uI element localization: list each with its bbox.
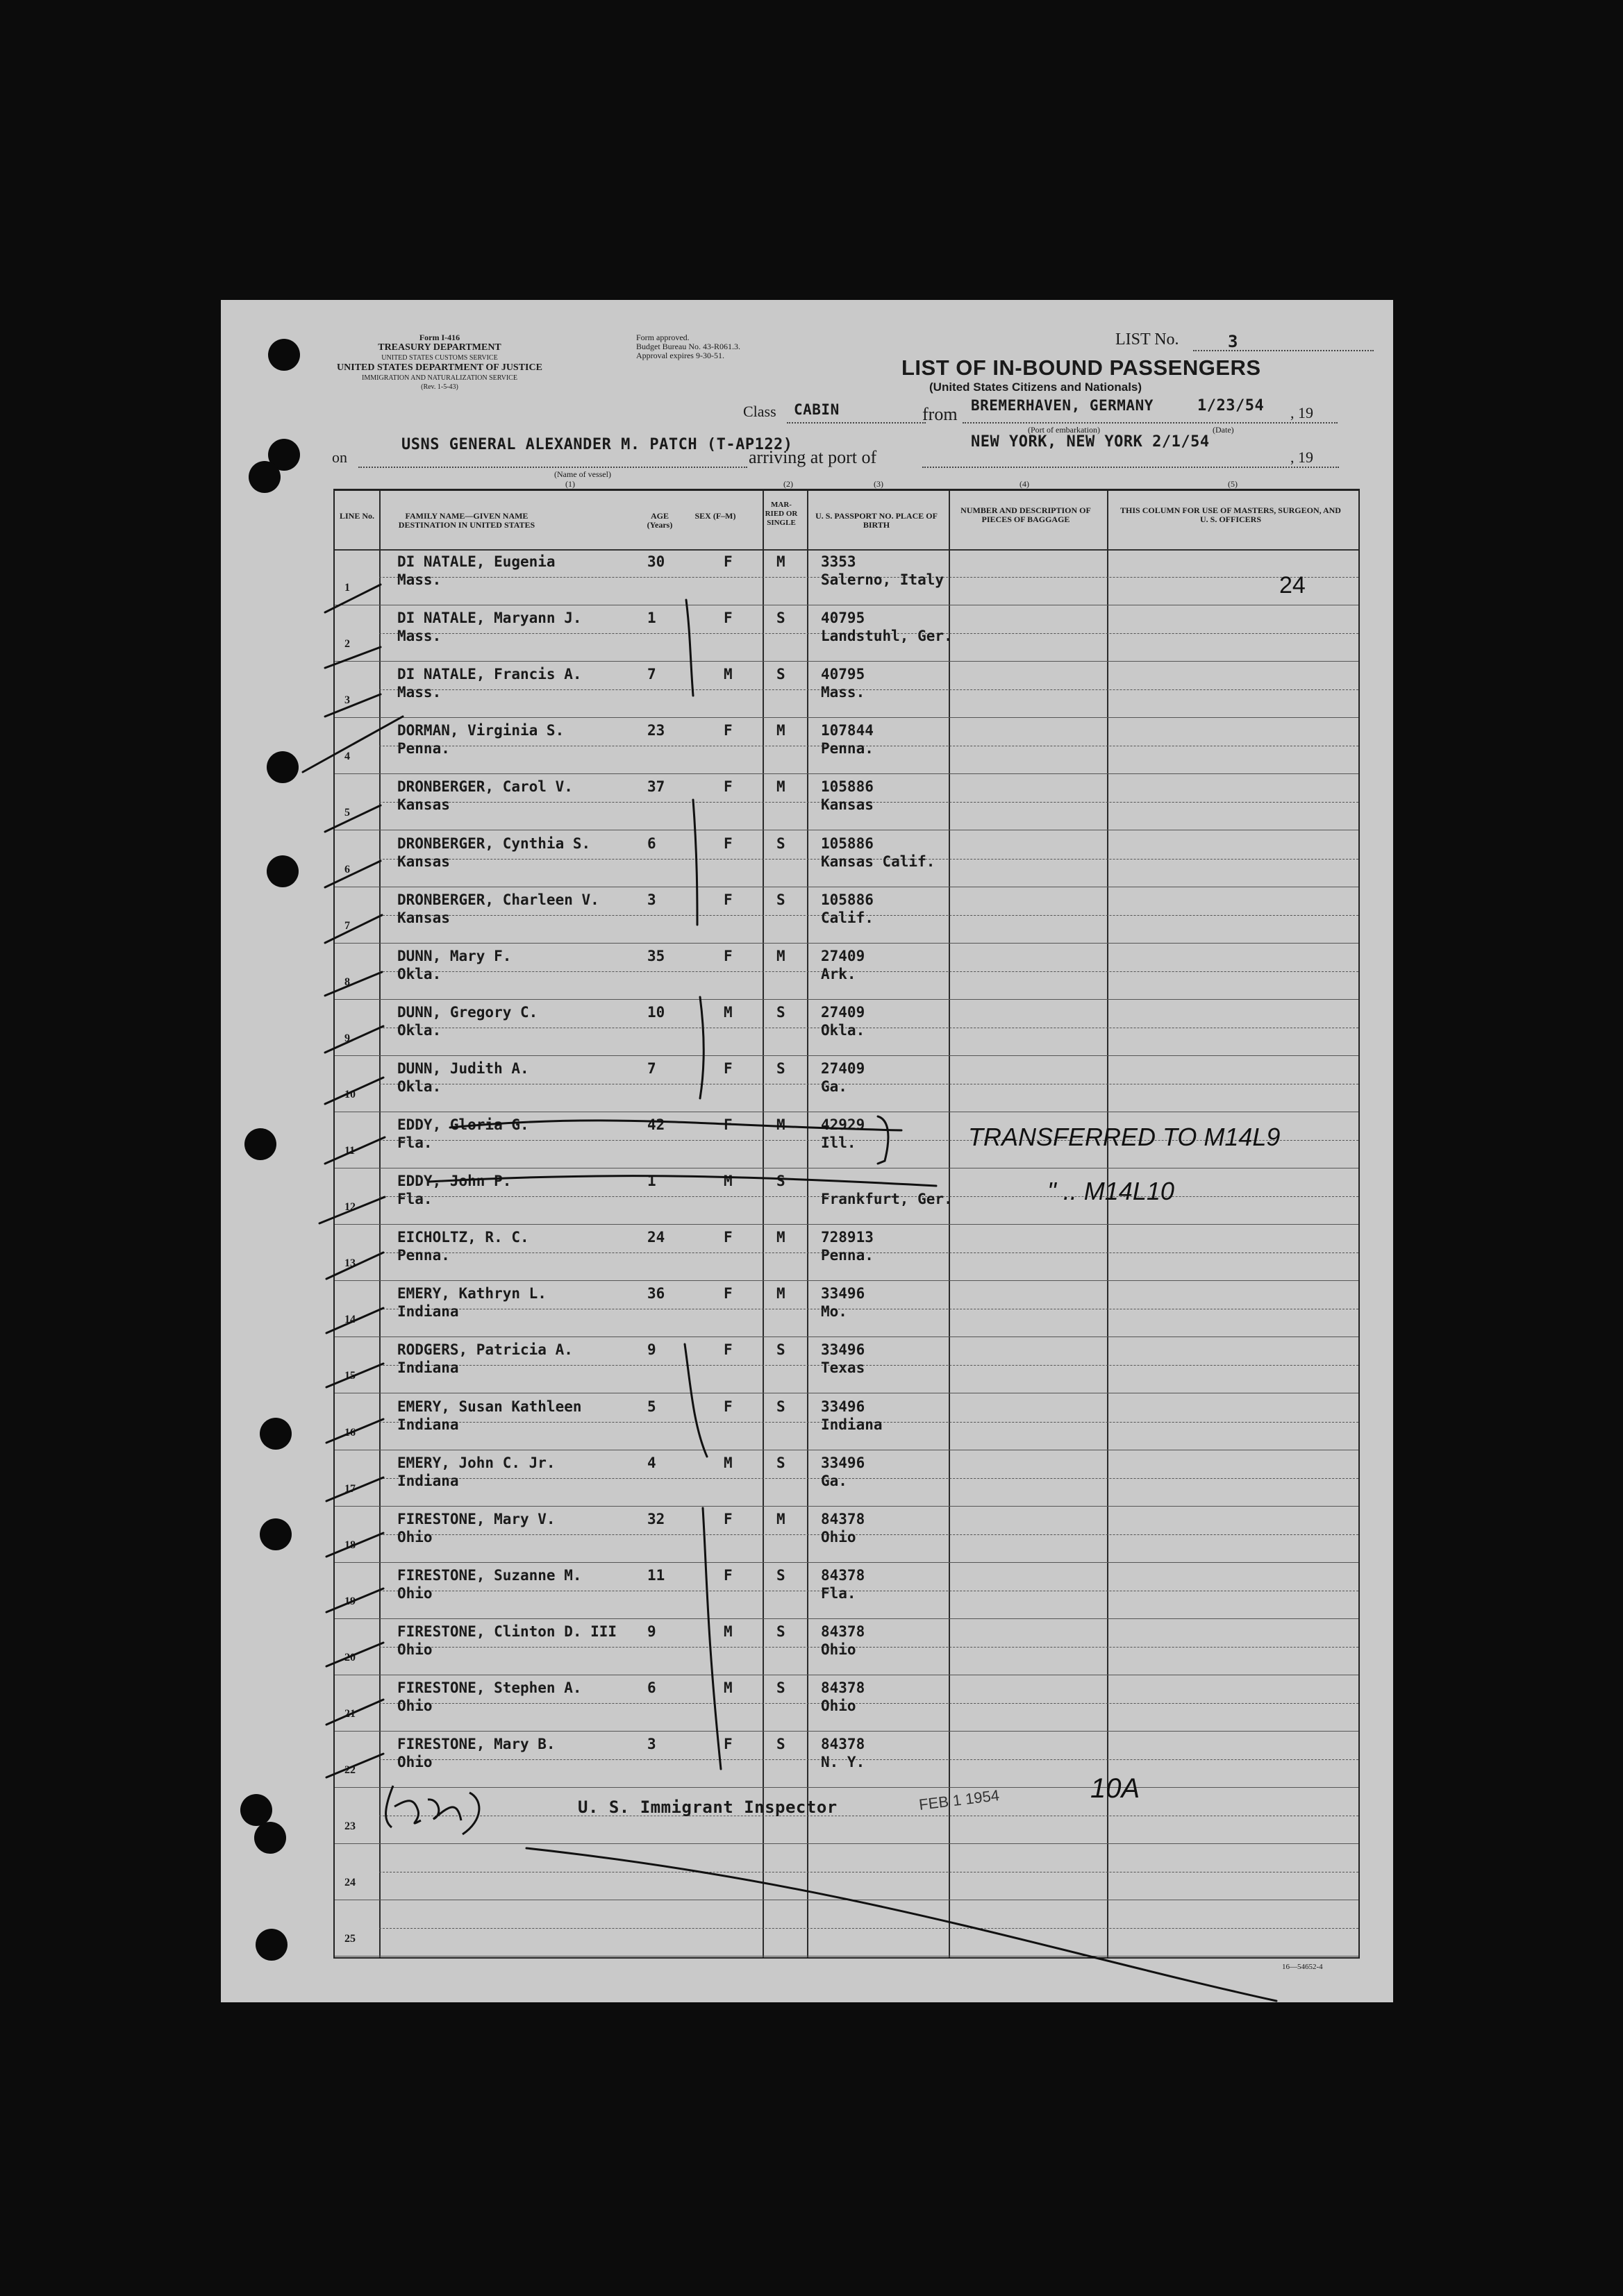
line-number: 16 xyxy=(344,1426,356,1439)
passenger-name: DUNN, Mary F. xyxy=(397,947,512,964)
destination: Kansas xyxy=(397,909,450,926)
passport-no: 84378 xyxy=(821,1679,865,1696)
line-number: 1 xyxy=(344,582,350,594)
line-number: 25 xyxy=(344,1933,356,1945)
col-header-officers: THIS COLUMN FOR USE OF MASTERS, SURGEON, AND U. S. OFFICERS xyxy=(1120,505,1341,524)
destination: Indiana xyxy=(397,1359,459,1377)
passenger-name: DORMAN, Virginia S. xyxy=(397,722,565,739)
age: 23 xyxy=(647,722,665,739)
destination: Penna. xyxy=(397,1247,450,1264)
line-number: 12 xyxy=(344,1201,356,1214)
sex: F xyxy=(724,891,733,908)
approval-line-3: Approval expires 9-30-51. xyxy=(636,351,724,360)
marital-status: S xyxy=(776,1454,785,1471)
line-number: 6 xyxy=(344,863,350,875)
revision: (Rev. 1-5-43) xyxy=(421,383,458,391)
line-number: 23 xyxy=(344,1820,356,1833)
line-number: 13 xyxy=(344,1257,356,1270)
passenger-name: DRONBERGER, Cynthia S. xyxy=(397,835,591,852)
passport-no: 84378 xyxy=(821,1566,865,1584)
sex: F xyxy=(724,610,733,627)
age: 10 xyxy=(647,1003,665,1021)
line-number: 20 xyxy=(344,1651,356,1664)
passport-no: 105886 xyxy=(821,891,874,908)
marital-status: S xyxy=(776,1566,785,1584)
sex: F xyxy=(724,1229,733,1246)
page-title: LIST OF IN-BOUND PASSENGERS xyxy=(901,355,1261,380)
stamp-date: FEB 1 1954 xyxy=(917,1786,1001,1813)
sex: M xyxy=(724,1173,733,1190)
place-of-birth: Kansas xyxy=(821,796,874,814)
sex: F xyxy=(724,1116,733,1133)
age: 3 xyxy=(647,891,656,908)
place-of-birth: Frankfurt, Ger. xyxy=(821,1191,953,1208)
place-of-birth: N. Y. xyxy=(821,1754,865,1771)
inspector-label: U. S. Immigrant Inspector xyxy=(578,1798,838,1817)
from-label: from xyxy=(922,404,958,424)
passport-no: 27409 xyxy=(821,1003,865,1021)
age: 7 xyxy=(647,1059,656,1077)
vessel-name: USNS GENERAL ALEXANDER M. PATCH (T-AP122) xyxy=(401,436,793,453)
place-of-birth: Indiana xyxy=(821,1416,883,1433)
col-header-name: FAMILY NAME—GIVEN NAME DESTINATION IN UNITED STATES xyxy=(398,511,535,530)
destination: Mass. xyxy=(397,571,442,588)
ins-service: IMMIGRATION AND NATURALIZATION SERVICE xyxy=(362,374,517,382)
marital-status: M xyxy=(776,947,785,964)
marital-status: S xyxy=(776,1736,785,1753)
sex: F xyxy=(724,1736,733,1753)
age: 24 xyxy=(647,1229,665,1246)
passenger-name: DI NATALE, Eugenia xyxy=(397,553,556,570)
destination: Fla. xyxy=(397,1134,433,1151)
destination: Indiana xyxy=(397,1303,459,1321)
passenger-name: DI NATALE, Maryann J. xyxy=(397,610,582,627)
age: 6 xyxy=(647,835,656,852)
passenger-name: RODGERS, Patricia A. xyxy=(397,1341,573,1359)
passenger-name: EDDY, John P. xyxy=(397,1173,512,1190)
age: 32 xyxy=(647,1510,665,1527)
passport-no: 105886 xyxy=(821,778,874,796)
marital-status: S xyxy=(776,1341,785,1359)
destination: Ohio xyxy=(397,1528,433,1545)
marital-status: M xyxy=(776,1116,785,1133)
line-number: 17 xyxy=(344,1482,356,1495)
place-of-birth: Calif. xyxy=(821,909,874,926)
destination: Indiana xyxy=(397,1416,459,1433)
col-number: (5) xyxy=(1228,479,1238,489)
destination: Mass. xyxy=(397,628,442,645)
arrival-port: NEW YORK, NEW YORK 2/1/54 xyxy=(971,433,1210,451)
passport-no: 40795 xyxy=(821,610,865,627)
passport-no: 84378 xyxy=(821,1623,865,1640)
age: 3 xyxy=(647,1736,656,1753)
passport-no: 27409 xyxy=(821,947,865,964)
sex: F xyxy=(724,1059,733,1077)
passport-no: 42929 xyxy=(821,1116,865,1133)
col-number: (4) xyxy=(1019,479,1029,489)
col-header-sex: SEX (F–M) xyxy=(694,511,736,521)
marital-status: S xyxy=(776,891,785,908)
line-number: 10 xyxy=(344,1088,356,1100)
passenger-name: FIRESTONE, Suzanne M. xyxy=(397,1566,582,1584)
sex: F xyxy=(724,1510,733,1527)
destination: Okla. xyxy=(397,1078,442,1095)
marital-status: S xyxy=(776,610,785,627)
marital-status: M xyxy=(776,722,785,739)
place-of-birth: Salerno, Italy xyxy=(821,571,944,588)
line-number: 21 xyxy=(344,1708,356,1720)
age: 35 xyxy=(647,947,665,964)
line-number: 5 xyxy=(344,807,350,819)
class-label: Class xyxy=(743,403,776,420)
marital-status: S xyxy=(776,666,785,683)
passenger-name: EMERY, John C. Jr. xyxy=(397,1454,556,1471)
age: 7 xyxy=(647,666,656,683)
from-date: 1/23/54 xyxy=(1197,397,1265,414)
passport-no: 40795 xyxy=(821,666,865,683)
class-value: CABIN xyxy=(794,401,840,418)
marital-status: S xyxy=(776,1623,785,1640)
marital-status: M xyxy=(776,553,785,570)
passenger-name: DRONBERGER, Charleen V. xyxy=(397,891,599,908)
destination: Ohio xyxy=(397,1754,433,1771)
age: 37 xyxy=(647,778,665,796)
col-header-age: AGE (Years) xyxy=(647,511,673,530)
handwritten-code: 10A xyxy=(1090,1773,1140,1804)
justice-dept: UNITED STATES DEPARTMENT OF JUSTICE xyxy=(337,362,542,373)
marital-status: M xyxy=(776,1285,785,1302)
marital-status: M xyxy=(776,778,785,796)
vessel-caption: (Name of vessel) xyxy=(554,469,611,479)
age: 1 xyxy=(647,1173,656,1190)
place-of-birth: Landstuhl, Ger. xyxy=(821,628,953,645)
age: 30 xyxy=(647,553,665,570)
age: 9 xyxy=(647,1623,656,1640)
age: 4 xyxy=(647,1454,656,1471)
place-of-birth: Ga. xyxy=(821,1472,847,1489)
list-no-label: LIST No. xyxy=(1115,330,1179,349)
destination: Fla. xyxy=(397,1191,433,1208)
destination: Okla. xyxy=(397,1021,442,1039)
passenger-name: DI NATALE, Francis A. xyxy=(397,666,582,683)
age: 9 xyxy=(647,1341,656,1359)
sex: M xyxy=(724,666,733,683)
sex: F xyxy=(724,778,733,796)
passport-no: 33496 xyxy=(821,1454,865,1471)
destination: Mass. xyxy=(397,684,442,701)
destination: Ohio xyxy=(397,1698,433,1714)
passenger-name: FIRESTONE, Stephen A. xyxy=(397,1679,582,1696)
passenger-name: EMERY, Kathryn L. xyxy=(397,1285,547,1302)
line-number: 7 xyxy=(344,919,350,932)
passenger-name: FIRESTONE, Clinton D. III xyxy=(397,1623,617,1640)
destination: Penna. xyxy=(397,740,450,757)
place-of-birth: Okla. xyxy=(821,1021,865,1039)
sex: M xyxy=(724,1454,733,1471)
passenger-name: EDDY, Gloria G. xyxy=(397,1116,529,1133)
line-number: 2 xyxy=(344,638,350,651)
sex: M xyxy=(724,1679,733,1696)
sex: F xyxy=(724,1566,733,1584)
place-of-birth: Mo. xyxy=(821,1303,847,1321)
sex: M xyxy=(724,1623,733,1640)
line-number: 3 xyxy=(344,694,350,707)
place-of-birth: Ark. xyxy=(821,965,856,982)
destination: Ohio xyxy=(397,1584,433,1602)
line-number: 4 xyxy=(344,751,350,763)
passport-no: 27409 xyxy=(821,1059,865,1077)
col-number: (1) xyxy=(565,479,575,489)
marital-status: S xyxy=(776,835,785,852)
list-no-value: 3 xyxy=(1228,332,1238,351)
sex: M xyxy=(724,1003,733,1021)
col-header-passport: U. S. PASSPORT NO. PLACE OF BIRTH xyxy=(815,511,938,530)
passenger-name: EMERY, Susan Kathleen xyxy=(397,1398,582,1415)
line-number: 11 xyxy=(344,1145,356,1157)
passport-no: 3353 xyxy=(821,553,856,570)
line-number: 22 xyxy=(344,1764,356,1777)
col-header-marital: MAR-RIED OR SINGLE xyxy=(765,501,798,527)
marital-status: S xyxy=(776,1003,785,1021)
sex: F xyxy=(724,1285,733,1302)
marital-status: S xyxy=(776,1679,785,1696)
passport-no: 728913 xyxy=(821,1229,874,1246)
place-of-birth: Texas xyxy=(821,1359,865,1377)
destination: Ohio xyxy=(397,1641,433,1658)
age: 1 xyxy=(647,610,656,627)
destination: Kansas xyxy=(397,853,450,870)
line-number: 19 xyxy=(344,1595,356,1607)
year-suffix-2: , 19 xyxy=(1290,449,1313,466)
passenger-name: EICHOLTZ, R. C. xyxy=(397,1229,529,1246)
approval-line-1: Form approved. xyxy=(636,333,690,342)
sex: F xyxy=(724,1398,733,1415)
transfer-note-2: " .. M14L10 xyxy=(1047,1177,1174,1205)
manifest-page xyxy=(221,300,1393,2002)
place-of-birth: Ohio xyxy=(821,1698,856,1714)
place-of-birth: Penna. xyxy=(821,740,874,757)
treasury-dept: TREASURY DEPARTMENT xyxy=(378,342,501,353)
age: 6 xyxy=(647,1679,656,1696)
place-of-birth: Ohio xyxy=(821,1641,856,1658)
arriving-label: arriving at port of xyxy=(749,447,877,467)
passenger-name: DRONBERGER, Carol V. xyxy=(397,778,573,796)
passenger-name: FIRESTONE, Mary B. xyxy=(397,1736,556,1753)
col-number: (3) xyxy=(874,479,883,489)
age: 36 xyxy=(647,1285,665,1302)
place-of-birth: Penna. xyxy=(821,1247,874,1264)
footer-code: 16—54652-4 xyxy=(1282,1963,1323,1971)
line-number: 14 xyxy=(344,1314,356,1326)
line-number: 18 xyxy=(344,1539,356,1551)
officer-count: 24 xyxy=(1279,572,1306,598)
port-embark-caption: (Port of embarkation) xyxy=(1028,425,1100,435)
place-of-birth: Ga. xyxy=(821,1078,847,1095)
place-of-birth: Ill. xyxy=(821,1134,856,1151)
marital-status: S xyxy=(776,1173,785,1190)
pen-marks xyxy=(221,300,1393,2002)
sex: F xyxy=(724,835,733,852)
passport-no: 84378 xyxy=(821,1510,865,1527)
on-label: on xyxy=(332,449,347,466)
passport-no: 33496 xyxy=(821,1341,865,1359)
customs-service: UNITED STATES CUSTOMS SERVICE xyxy=(381,354,498,362)
marital-status: M xyxy=(776,1229,785,1246)
line-number: 9 xyxy=(344,1032,350,1044)
form-number: Form I-416 xyxy=(419,333,460,342)
passenger-name: FIRESTONE, Mary V. xyxy=(397,1510,556,1527)
place-of-birth: Fla. xyxy=(821,1584,856,1602)
line-number: 8 xyxy=(344,975,350,988)
age: 42 xyxy=(647,1116,665,1133)
age: 5 xyxy=(647,1398,656,1415)
line-number: 24 xyxy=(344,1877,356,1889)
passport-no: 105886 xyxy=(821,835,874,852)
passenger-name: DUNN, Judith A. xyxy=(397,1059,529,1077)
approval-line-2: Budget Bureau No. 43-R061.3. xyxy=(636,342,740,351)
passport-no: 84378 xyxy=(821,1736,865,1753)
destination: Kansas xyxy=(397,796,450,814)
marital-status: M xyxy=(776,1510,785,1527)
col-number: (2) xyxy=(783,479,793,489)
place-of-birth: Mass. xyxy=(821,684,865,701)
place-of-birth: Kansas Calif. xyxy=(821,853,935,870)
year-suffix-1: , 19 xyxy=(1290,404,1313,421)
col-header-baggage: NUMBER AND DESCRIPTION OF PIECES OF BAGGAGE xyxy=(960,505,1091,524)
destination: Okla. xyxy=(397,965,442,982)
sex: F xyxy=(724,1341,733,1359)
marital-status: S xyxy=(776,1398,785,1415)
transfer-note-1: TRANSFERRED TO M14L9 xyxy=(968,1123,1281,1151)
place-of-birth: Ohio xyxy=(821,1528,856,1545)
sex: F xyxy=(724,722,733,739)
passport-no: 107844 xyxy=(821,722,874,739)
marital-status: S xyxy=(776,1059,785,1077)
destination: Indiana xyxy=(397,1472,459,1489)
sex: F xyxy=(724,947,733,964)
page-subtitle: (United States Citizens and Nationals) xyxy=(929,380,1142,394)
age: 11 xyxy=(647,1566,665,1584)
line-number: 15 xyxy=(344,1370,356,1382)
passport-no: 33496 xyxy=(821,1398,865,1415)
from-value: BREMERHAVEN, GERMANY xyxy=(971,397,1154,414)
passport-no: 33496 xyxy=(821,1285,865,1302)
sex: F xyxy=(724,553,733,570)
col-header-line: LINE No. xyxy=(339,511,374,521)
date-caption: (Date) xyxy=(1213,425,1234,435)
passenger-name: DUNN, Gregory C. xyxy=(397,1003,538,1021)
